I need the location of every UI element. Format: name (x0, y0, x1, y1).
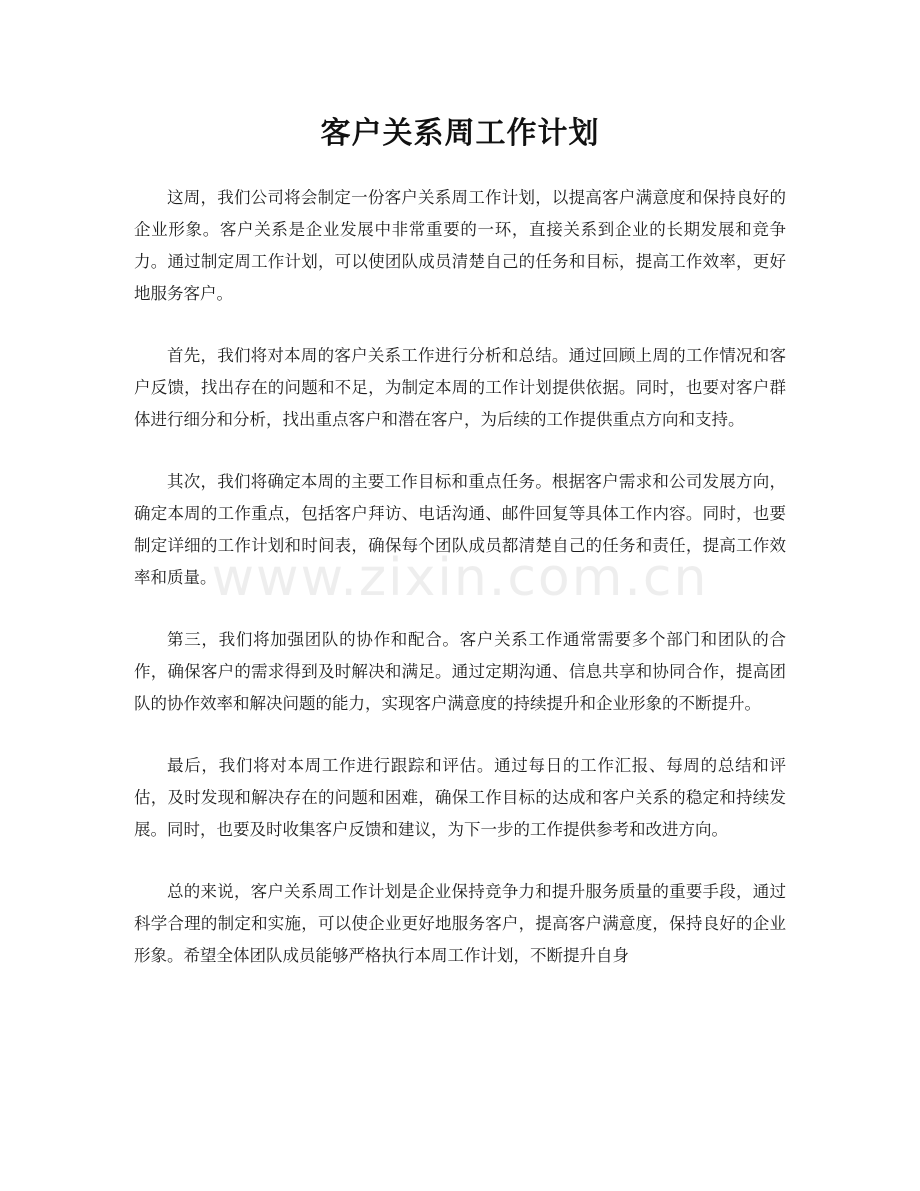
paragraph-intro: 这周，我们公司将会制定一份客户关系周工作计划，以提高客户满意度和保持良好的企业形象。客户关系是企业发展中非常重要的一环，直接关系到企业的长期发展和竞争力。通过制定周工作计划，可以使团队成员清楚自己的任务和目标，提高工作效率，更好地服务客户。 (134, 188, 786, 303)
document-body (134, 182, 786, 1002)
paragraph-summary: 总的来说，客户关系周工作计划是企业保持竞争力和提升服务质量的重要手段，通过科学合理的制定和实施，可以使企业更好地服务客户，提高客户满意度，保持良好的企业形象。希望全体团队成员能够严格执行本周工作计划，不断提升自身 (134, 882, 786, 965)
paragraph-last: 最后，我们将对本周工作进行跟踪和评估。通过每日的工作汇报、每周的总结和评估，及时发现和解决存在的问题和困难，确保工作目标的达成和客户关系的稳定和持续发展。同时，也要及时收集客户反馈和建议，为下一步的工作提供参考和改进方向。 (134, 756, 786, 839)
paragraph-second: 其次，我们将确定本周的主要工作目标和重点任务。根据客户需求和公司发展方向，确定本周的工作重点，包括客户拜访、电话沟通、邮件回复等具体工作内容。同时，也要制定详细的工作计划和时间表，确保每个团队成员都清楚自己的任务和责任，提高工作效率和质量。 (134, 472, 786, 587)
paragraph-first: 首先，我们将对本周的客户关系工作进行分析和总结。通过回顾上周的工作情况和客户反馈，找出存在的问题和不足，为制定本周的工作计划提供依据。同时，也要对客户群体进行细分和分析，找出重点客户和潜在客户，为后续的工作提供重点方向和支持。 (134, 346, 786, 429)
document-title: 客户关系周工作计划 (320, 116, 600, 151)
paragraph-third: 第三，我们将加强团队的协作和配合。客户关系工作通常需要多个部门和团队的合作，确保客户的需求得到及时解决和满足。通过定期沟通、信息共享和协同合作，提高团队的协作效率和解决问题的能力，实现客户满意度的持续提升和企业形象的不断提升。 (134, 630, 786, 713)
watermark: www.zixin.com.cn (211, 548, 709, 608)
